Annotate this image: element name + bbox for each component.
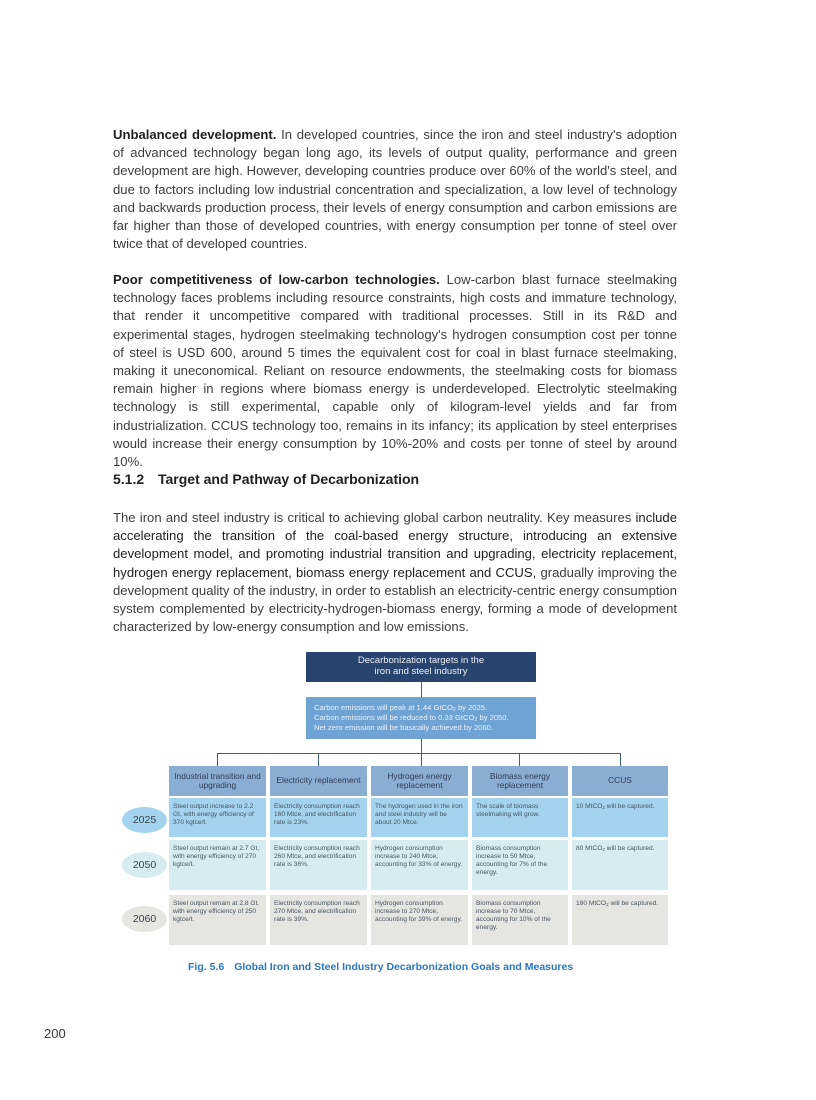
column-header: Biomass energy replacement <box>472 766 568 796</box>
measure-cell: The hydrogen used in the iron and steel industry will be about 20 Mtce. <box>371 798 468 837</box>
targets-box <box>306 697 536 739</box>
measure-cell: 10 MtCO$_2$ will be captured. <box>572 798 668 837</box>
measure-cell: Hydrogen consumption increase to 240 Mtce, accounting for 33% of energy. <box>371 840 468 890</box>
section-number: 5.1.2 <box>113 471 145 487</box>
measure-cell: Electricity consumption reach 270 Mtce, and electrification rate is 39%. <box>270 895 367 945</box>
paragraph-lead: Poor competitiveness of low-carbon technologies. <box>113 272 440 287</box>
figure-title: Global Iron and Steel Industry Decarbonization Goals and Measures <box>234 961 574 973</box>
connector-line <box>620 753 621 766</box>
page-number: 200 <box>44 1026 66 1041</box>
column-header: Hydrogen energy replacement <box>371 766 468 796</box>
paragraph-body: Low-carbon blast furnace steelmaking technology faces problems including resource constraints, high costs and immature technology, that render it uncompetitive compared with traditional processes. Still in its R&D and experimental stages, hydrogen steelmaking technology's hydrogen consumption cost per tonne of steel is USD 600, around 5 times the equivalent cost for coal in blast furnace steelmaking, making it uneconomical. Reliant on resource endowments, the steelmaking costs for biomass remain higher in regions where biomass energy is underdeveloped. Electrolytic steelmaking technology is still experimental, capable only of kilogram-level yields and far from industrialization. CCUS technology too, remains in its infancy; its application by steel enterprises would increase their energy consumption by 10%-20% and costs per tonne of steel by around 10%. <box>113 272 677 470</box>
paragraph-lead: Unbalanced development. <box>113 127 277 142</box>
measure-cell: Electricity consumption reach 160 Mtce, and electrification rate is 23%. <box>270 798 367 837</box>
measure-cell: Steel output remain at 2.7 Gt, with energy efficiency of 270 kgtce/t. <box>169 840 266 890</box>
target-line: Carbon emissions will peak at 1.44 GtCO$_2$ by 2025. <box>314 703 488 713</box>
measure-cell: Electricity consumption reach 260 Mtce, and electrification rate is 36%. <box>270 840 367 890</box>
measure-cell: Hydrogen consumption increase to 270 Mtce, accounting for 39% of energy. <box>371 895 468 945</box>
connector-line <box>318 753 319 766</box>
connector-line <box>519 753 520 766</box>
column-header: Industrial transition and upgrading <box>169 766 266 796</box>
paragraph-emphasis: include accelerating the transition of the coal-based energy structure, introducing an extensive development model, and promoting industrial transition and upgrading, electricity replacement, hydrogen energy replacement, biomass energy replacement and CCUS, <box>113 510 677 580</box>
measure-cell: Biomass consumption increase to 70 Mtce, accounting for 10% of the energy. <box>472 895 568 945</box>
year-badge: 2060 <box>122 906 167 932</box>
diagram-title-line: iron and steel industry <box>374 666 468 677</box>
paragraph-target-pathway <box>113 509 677 636</box>
section-heading <box>113 471 419 487</box>
measure-cell: 80 MtCO$_2$ will be captured. <box>572 840 668 890</box>
year-badge: 2025 <box>122 807 167 833</box>
column-header: CCUS <box>572 766 668 796</box>
figure-label: Fig. 5.6 <box>188 961 225 973</box>
measure-cell: Biomass consumption increase to 50 Mtce, accounting for 7% of the energy. <box>472 840 568 890</box>
connector-line <box>421 682 422 697</box>
paragraph-body: gradually improving the development quality of the industry, in order to establish an electricity-centric energy consumption system complemented by electricity-hydrogen-biomass energy, forming a mode of development characterized by low-energy consumption and low emissions. <box>113 564 677 635</box>
target-line: Carbon emissions will be reduced to 0.33 GtCO$_2$ by 2050. <box>314 712 509 723</box>
figure-caption <box>188 961 573 973</box>
measure-cell: The scale of biomass steelmaking will grow. <box>472 798 568 837</box>
connector-line <box>421 739 422 753</box>
column-header: Electricity replacement <box>270 766 367 796</box>
diagram-title-box <box>306 652 536 682</box>
target-line: Net zero emission will be basically achieved by 2060. <box>314 722 493 732</box>
section-title: Target and Pathway of Decarbonization <box>158 471 420 487</box>
paragraph-body: In developed countries, since the iron and steel industry's adoption of advanced technology began long ago, its levels of output quality, performance and green development are high. However, developing countries produce over 60% of the world's steel, and due to factors including low industrial concentration and specialization, a low level of technology and backwards production process, their levels of energy consumption and carbon emissions are far higher than those of developed countries, with energy consumption per tonne of steel over twice that of developed countries. <box>113 127 677 252</box>
diagram-title-line: Decarbonization targets in the <box>357 655 485 666</box>
connector-line <box>217 753 218 766</box>
paragraph-unbalanced-development <box>113 126 677 253</box>
measure-cell: 180 MtCO$_2$ will be captured. <box>572 895 668 945</box>
measure-cell: Steel output remain at 2.8 Gt, with energy efficiency of 250 kgtce/t. <box>169 895 266 945</box>
year-badge: 2050 <box>122 852 167 878</box>
connector-line <box>421 753 422 766</box>
paragraph-intro: The iron and steel industry is critical to achieving global carbon neutrality. Key measures <box>113 510 636 525</box>
paragraph-poor-competitiveness <box>113 271 677 471</box>
connector-line <box>217 753 620 754</box>
measure-cell: Steel output increase to 2.2 Gt, with energy efficiency of 370 kgtce/t. <box>169 798 266 837</box>
